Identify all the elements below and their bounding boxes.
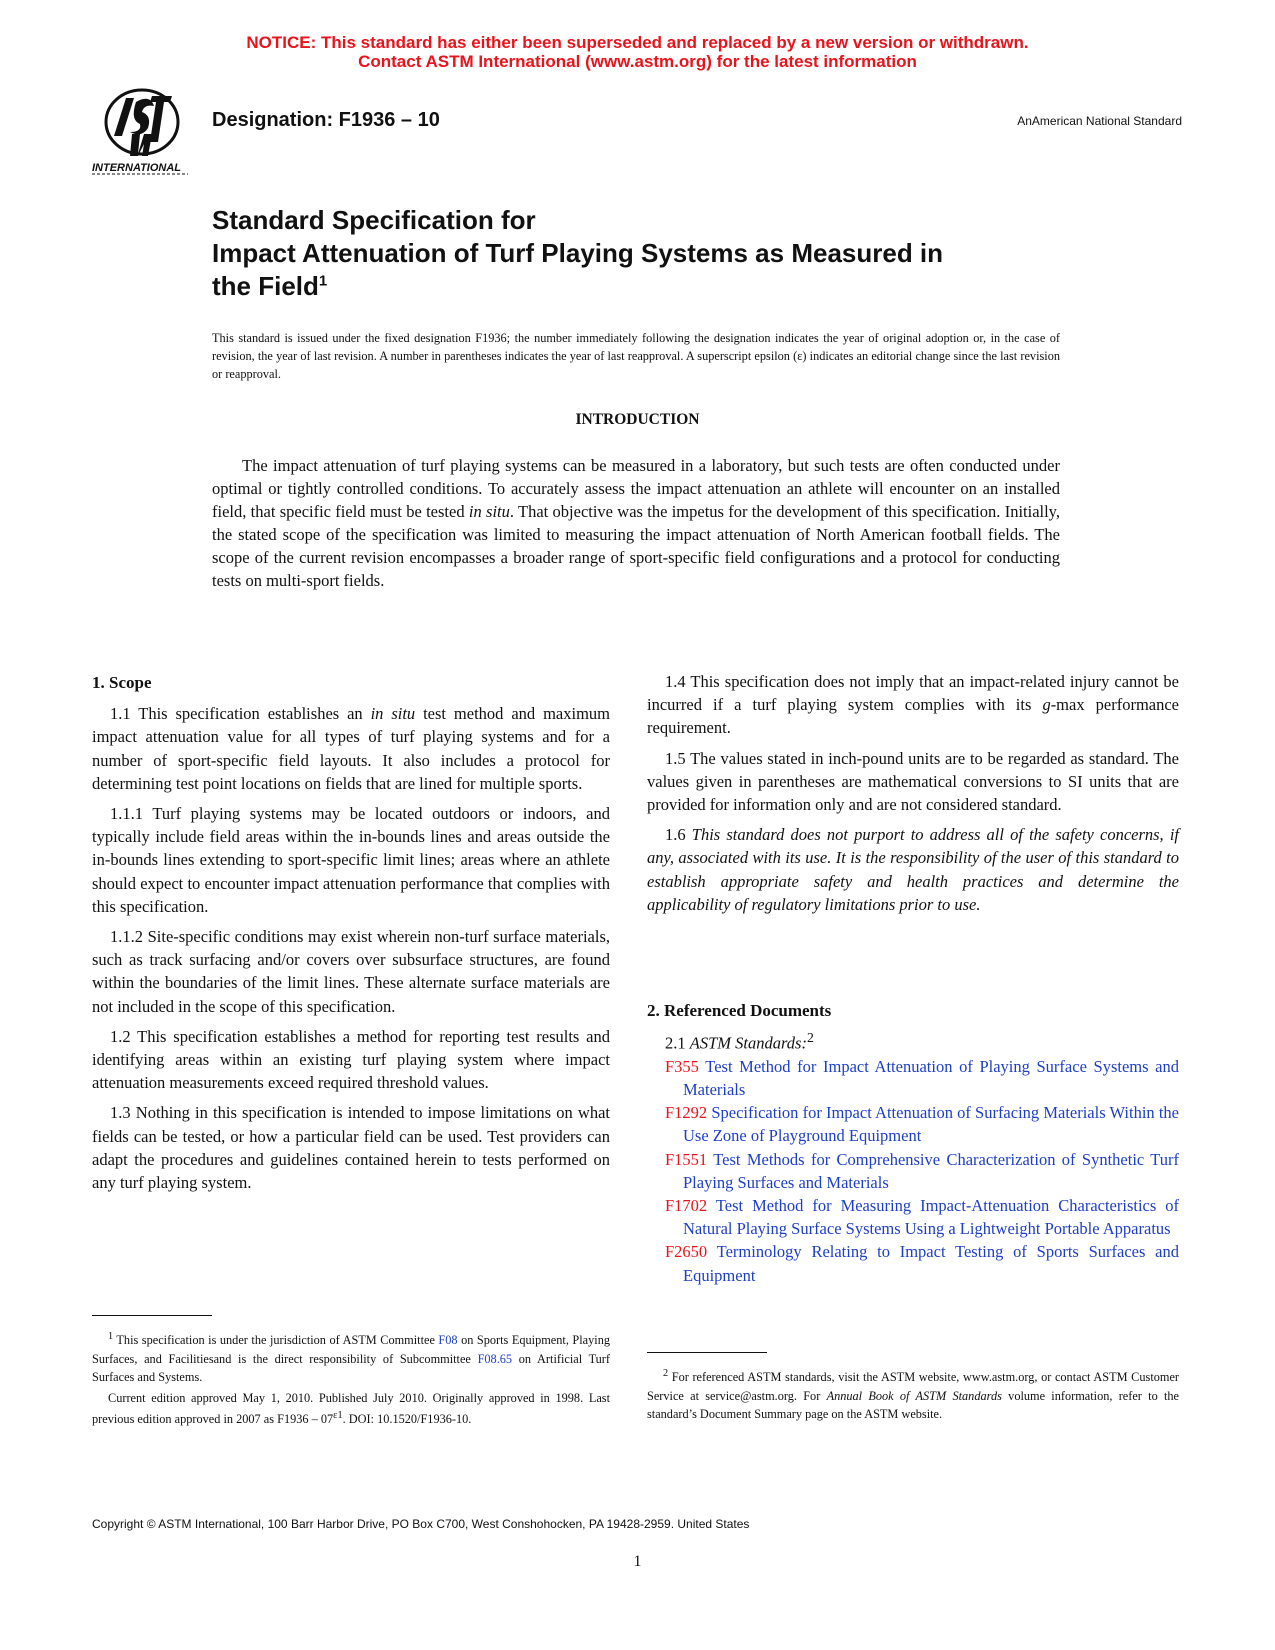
fn2-a: For referenced ASTM standards, visit the ASTM website, www.astm.org, or contact ASTM Customer Service at service@astm.org. For bbox=[647, 1370, 1179, 1403]
designation: Designation: F1936 – 10 bbox=[212, 109, 440, 131]
reference-code[interactable]: F2650 bbox=[665, 1242, 708, 1262]
logo-text: INTERNATIONAL bbox=[92, 162, 182, 174]
s1-6-italic: This standard does not purport to address all of the safety concerns, if any, associated with its use. It is the responsibility of the user of this standard to establish appropriate safety and health practices and determine the applicability of regulatory limitations prior to use. bbox=[647, 825, 1179, 914]
title-line-3-text: the Field bbox=[212, 271, 319, 301]
reference-item[interactable] bbox=[665, 1148, 1179, 1194]
fn1-edition-eps: ε1 bbox=[333, 1410, 343, 1422]
document-title bbox=[212, 204, 1072, 303]
section-1-4 bbox=[647, 670, 1179, 740]
std-footnote-mark: 2 bbox=[806, 1030, 814, 1045]
title-footnote-mark: 1 bbox=[318, 272, 328, 290]
right-column bbox=[647, 670, 1179, 923]
reference-title[interactable]: Specification for Impact Attenuation of Surfacing Materials Within the Use Zone of Playground Equipment bbox=[683, 1103, 1179, 1146]
reference-item[interactable] bbox=[665, 1055, 1179, 1101]
reference-code[interactable]: F1551 bbox=[665, 1149, 708, 1169]
section-1-2: 1.2 This specification establishes a method for reporting test results and identifying areas within an existing turf playing system where impact attenuation measurements exceed required threshold values. bbox=[92, 1026, 610, 1093]
fn2-italic: Annual Book of ASTM Standards bbox=[826, 1388, 1002, 1403]
s1-1-a: 1.1 This specification establishes an bbox=[110, 704, 371, 724]
s1-6-num: 1.6 bbox=[665, 825, 692, 845]
section-1-5: 1.5 The values stated in inch-pound units are to be regarded as standard. The values given in parentheses are mathematical conversions to SI units that are provided for information only and are not considered standard. bbox=[647, 748, 1179, 815]
scope-heading: 1. Scope bbox=[92, 673, 152, 692]
intro-text-b: . That objective was the impetus for the development of this specification. Initially, the stated scope of the specification was limited to measuring the impact attenuation of North American football fields. The scope of the current revision encompasses a broader range of sport-specific field configurations and a protocol for conducting tests on multi-sport fields. bbox=[212, 502, 1060, 590]
section-1-1 bbox=[92, 702, 610, 795]
notice-line-1: NOTICE: This standard has either been superseded and replaced by a new version or withdrawn. bbox=[246, 33, 1029, 52]
s1-1-b: test method and maximum impact attenuation value for all types of turf playing systems and for a number of sport-specific field layouts. It also includes a protocol for determining test point locations on fields that are lined for multiple sports. bbox=[92, 704, 610, 793]
referenced-documents-heading: 2. Referenced Documents bbox=[647, 1001, 832, 1020]
fn1-edition-b: . DOI: 10.1520/F1936-10. bbox=[342, 1412, 472, 1427]
subcommittee-link[interactable]: F08.65 bbox=[477, 1351, 513, 1366]
fn2-mark: 2 bbox=[663, 1368, 669, 1379]
section-1-1-2: 1.1.2 Site-specific conditions may exist wherein non-turf surface materials, such as track surfacing and/or covers over subsurface structures, are found within the boundaries of the limit lines. These alternate surface materials are not included in the scope of this specification. bbox=[92, 927, 610, 1016]
section-1-1-1: 1.1.1 Turf playing systems may be located outdoors or indoors, and typically include field areas within the in-bounds lines and areas outside the in-bounds lines extending to sport-specific limit lines; areas where an athlete should expect to encounter impact attenuation performance that complies with this specification. bbox=[92, 804, 610, 916]
reference-code[interactable]: F1292 bbox=[665, 1103, 708, 1123]
fn2-b: volume information, refer to the standard’s Document Summary page on the ASTM website. bbox=[647, 1388, 1180, 1422]
footnote-1 bbox=[92, 1328, 610, 1431]
referenced-documents bbox=[647, 1026, 1179, 1287]
notice-line-2: Contact ASTM International (www.astm.org) for the latest information bbox=[358, 52, 917, 71]
s1-1-italic: in situ bbox=[370, 704, 416, 724]
astm-standards-label bbox=[665, 1026, 1179, 1055]
intro-text-a: The impact attenuation of turf playing systems can be measured in a laboratory, but such tests are often conducted under optimal or tightly controlled conditions. To accurately assess the impact attenuation an athlete will encounter on an installed field, that specific field must be tested bbox=[212, 456, 1060, 521]
left-column bbox=[92, 671, 610, 1201]
reference-title[interactable]: Test Method for Impact Attenuation of Playing Surface Systems and Materials bbox=[683, 1056, 1179, 1099]
withdrawn-notice bbox=[0, 33, 1275, 71]
reference-title[interactable]: Terminology Relating to Impact Testing of Sports Surfaces and Equipment bbox=[683, 1242, 1180, 1285]
footnote-divider-right bbox=[647, 1352, 767, 1353]
footnote-2 bbox=[647, 1365, 1179, 1426]
title-line-2: Impact Attenuation of Turf Playing Systems as Measured in bbox=[212, 238, 944, 268]
section-1-6 bbox=[647, 823, 1179, 916]
fn1-b: on Sports Equipment, Playing Surfaces, and Facilitiesand is the direct responsibility of Subcommittee bbox=[92, 1333, 610, 1366]
reference-item[interactable] bbox=[665, 1240, 1179, 1286]
reference-item[interactable] bbox=[665, 1194, 1179, 1240]
page-number: 1 bbox=[633, 1553, 642, 1570]
footnote-divider-left bbox=[92, 1315, 212, 1316]
american-national-standard-label: AnAmerican National Standard bbox=[1017, 114, 1182, 128]
title-line-1: Standard Specification for bbox=[212, 205, 536, 235]
title-line-3 bbox=[212, 270, 1072, 303]
fn1-mark: 1 bbox=[108, 1331, 114, 1342]
fn1-a: This specification is under the jurisdiction of ASTM Committee bbox=[113, 1333, 439, 1348]
fn1-c: on Artificial Turf Surfaces and Systems. bbox=[92, 1351, 610, 1385]
introduction-heading: INTRODUCTION bbox=[575, 411, 700, 428]
std-label: ASTM Standards: bbox=[689, 1033, 807, 1053]
preamble: This standard is issued under the fixed designation F1936; the number immediately following the designation indicates the year of original adoption or, in the case of revision, the year of last revision. A number in parentheses indicates the year of last reapproval. A superscript epsilon (ε) indicates an editorial change since the last revision or reapproval. bbox=[212, 331, 1060, 381]
reference-title[interactable]: Test Method for Measuring Impact-Attenuation Characteristics of Natural Playing Surface Systems Using a Lightweight Portable Apparatus bbox=[683, 1195, 1180, 1239]
fn1-edition-a: Current edition approved May 1, 2010. Published July 2010. Originally approved in 1998. Last previous edition approved in 2007 as F1936 – 07 bbox=[92, 1390, 610, 1427]
section-1-3: 1.3 Nothing in this specification is intended to impose limitations on what fields can be tested, or how a particular field can be used. Test providers can adapt the procedures and guidelines contained herein to tests performed on any turf playing system. bbox=[92, 1103, 610, 1193]
std-num: 2.1 bbox=[665, 1033, 690, 1053]
reference-title[interactable]: Test Methods for Comprehensive Characterization of Synthetic Turf Playing Surfaces and Materials bbox=[683, 1149, 1180, 1192]
s1-4-b: -max performance requirement. bbox=[647, 695, 1179, 738]
s1-4-a: 1.4 This specification does not imply that an impact-related injury cannot be incurred if a turf playing system complies with its bbox=[647, 672, 1179, 715]
reference-code[interactable]: F355 bbox=[665, 1056, 699, 1076]
astm-logo bbox=[92, 84, 196, 176]
introduction-text bbox=[212, 454, 1060, 592]
reference-code[interactable]: F1702 bbox=[665, 1195, 708, 1215]
intro-text-italic: in situ bbox=[468, 502, 510, 521]
copyright: Copyright © ASTM International, 100 Barr Harbor Drive, PO Box C700, West Conshohocken, PA 19428-2959. United States bbox=[92, 1517, 750, 1531]
s1-4-italic: g bbox=[1042, 695, 1051, 715]
reference-item[interactable] bbox=[665, 1101, 1179, 1147]
committee-link[interactable]: F08 bbox=[438, 1333, 458, 1348]
